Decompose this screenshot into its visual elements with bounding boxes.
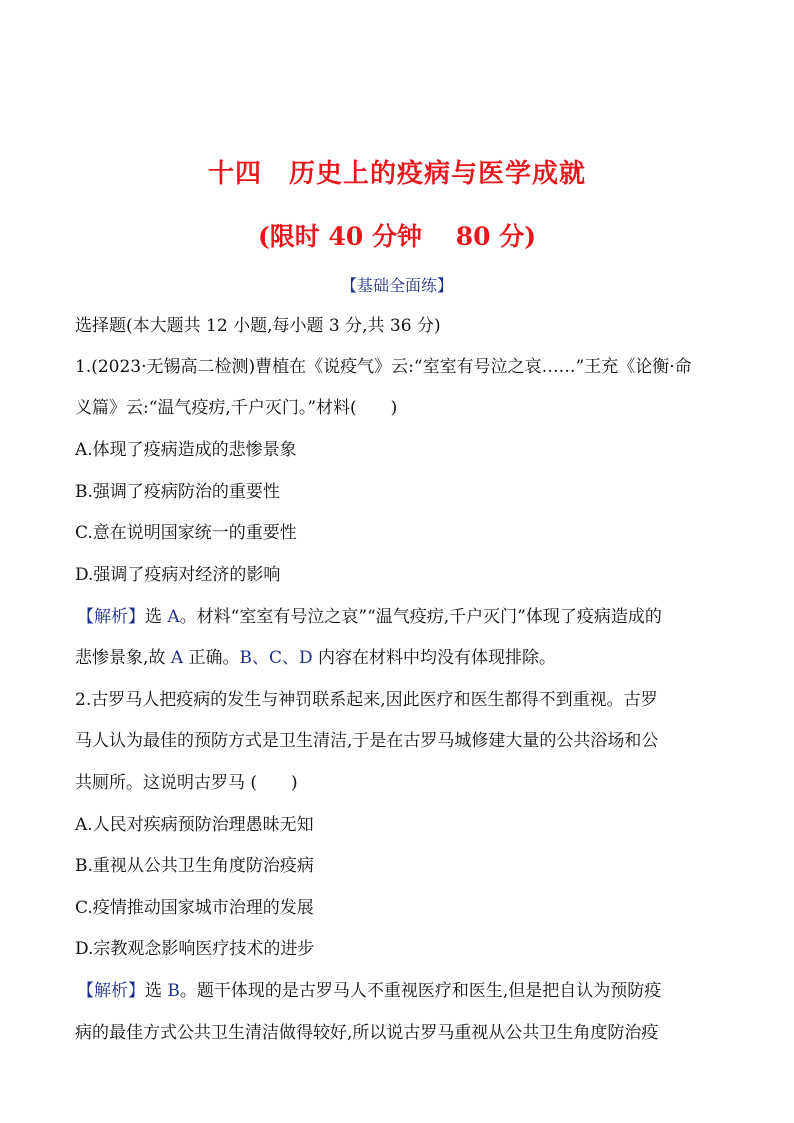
q1-stem-line2: 义篇》云:“温气疫疠,千户灭门。”材料( )	[75, 398, 398, 418]
q2-option-a: A.人民对疾病预防治理愚昧无知	[75, 815, 314, 835]
section-label: 【基础全面练】	[340, 276, 453, 295]
q1-analysis-answer: A	[167, 607, 180, 627]
q1-option-b: B.强调了疫病防治的重要性	[75, 482, 280, 502]
q2-option-d: D.宗教观念影响医疗技术的进步	[75, 939, 315, 959]
q2-analysis-line1	[77, 979, 727, 1003]
q2-analysis-text1: 。题干体现的是古罗马人不重视医疗和医生,但是把自认为预防疫	[179, 981, 662, 1001]
q2-option-b: B.重视从公共卫生角度防治疫病	[75, 856, 314, 876]
q1-option-d: D.强调了疫病对经济的影响	[75, 565, 281, 585]
time-limit-subtitle: (限时 40 分钟 80 分)	[257, 222, 537, 251]
q1-analysis-line2	[75, 646, 725, 670]
q2-analysis-tag: 【解析】	[77, 981, 145, 1001]
q1-analysis-line1	[77, 605, 727, 629]
q1-option-c: C.意在说明国家统一的重要性	[75, 523, 297, 543]
q1-analysis-text2-mid: 正确。	[183, 648, 240, 668]
q1-analysis-pre: 选	[145, 607, 168, 627]
q2-analysis-answer: B	[167, 981, 180, 1001]
q1-stem-line1: 1.(2023·无锡高二检测)曹植在《说疫气》云:“室室有号泣之哀……”王充《论衡·命	[75, 357, 692, 377]
q2-stem-line2: 马人认为最佳的预防方式是卫生清洁,于是在古罗马城修建大量的公共浴场和公	[75, 731, 659, 751]
q2-analysis-pre: 选	[145, 981, 168, 1001]
q1-analysis-letters-bcd: B、C、D	[239, 648, 313, 668]
page-title: 十四 历史上的疫病与医学成就	[207, 159, 586, 189]
q1-analysis-letter-a: A	[170, 648, 184, 668]
q2-analysis-line2: 病的最佳方式公共卫生清洁做得较好,所以说古罗马重视从公共卫生角度防治疫	[75, 1023, 659, 1043]
q2-stem-line1: 2.古罗马人把疫病的发生与神罚联系起来,因此医疗和医生都得不到重视。古罗	[75, 690, 658, 710]
instructions: 选择题(本大题共 12 小题,每小题 3 分,共 36 分)	[75, 316, 441, 336]
q2-option-c: C.疫情推动国家城市治理的发展	[75, 898, 314, 918]
q1-analysis-text1: 。材料“室室有号泣之哀”“温气疫疠,千户灭门”体现了疫病造成的	[179, 607, 662, 627]
q1-analysis-text2-pre: 悲惨景象,故	[75, 648, 171, 668]
q2-stem-line3: 共厕所。这说明古罗马 ( )	[75, 773, 298, 793]
q1-analysis-tag: 【解析】	[77, 607, 145, 627]
q1-analysis-text2-post: 内容在材料中均没有体现排除。	[312, 648, 557, 668]
q1-option-a: A.体现了疫病造成的悲惨景象	[75, 440, 297, 460]
